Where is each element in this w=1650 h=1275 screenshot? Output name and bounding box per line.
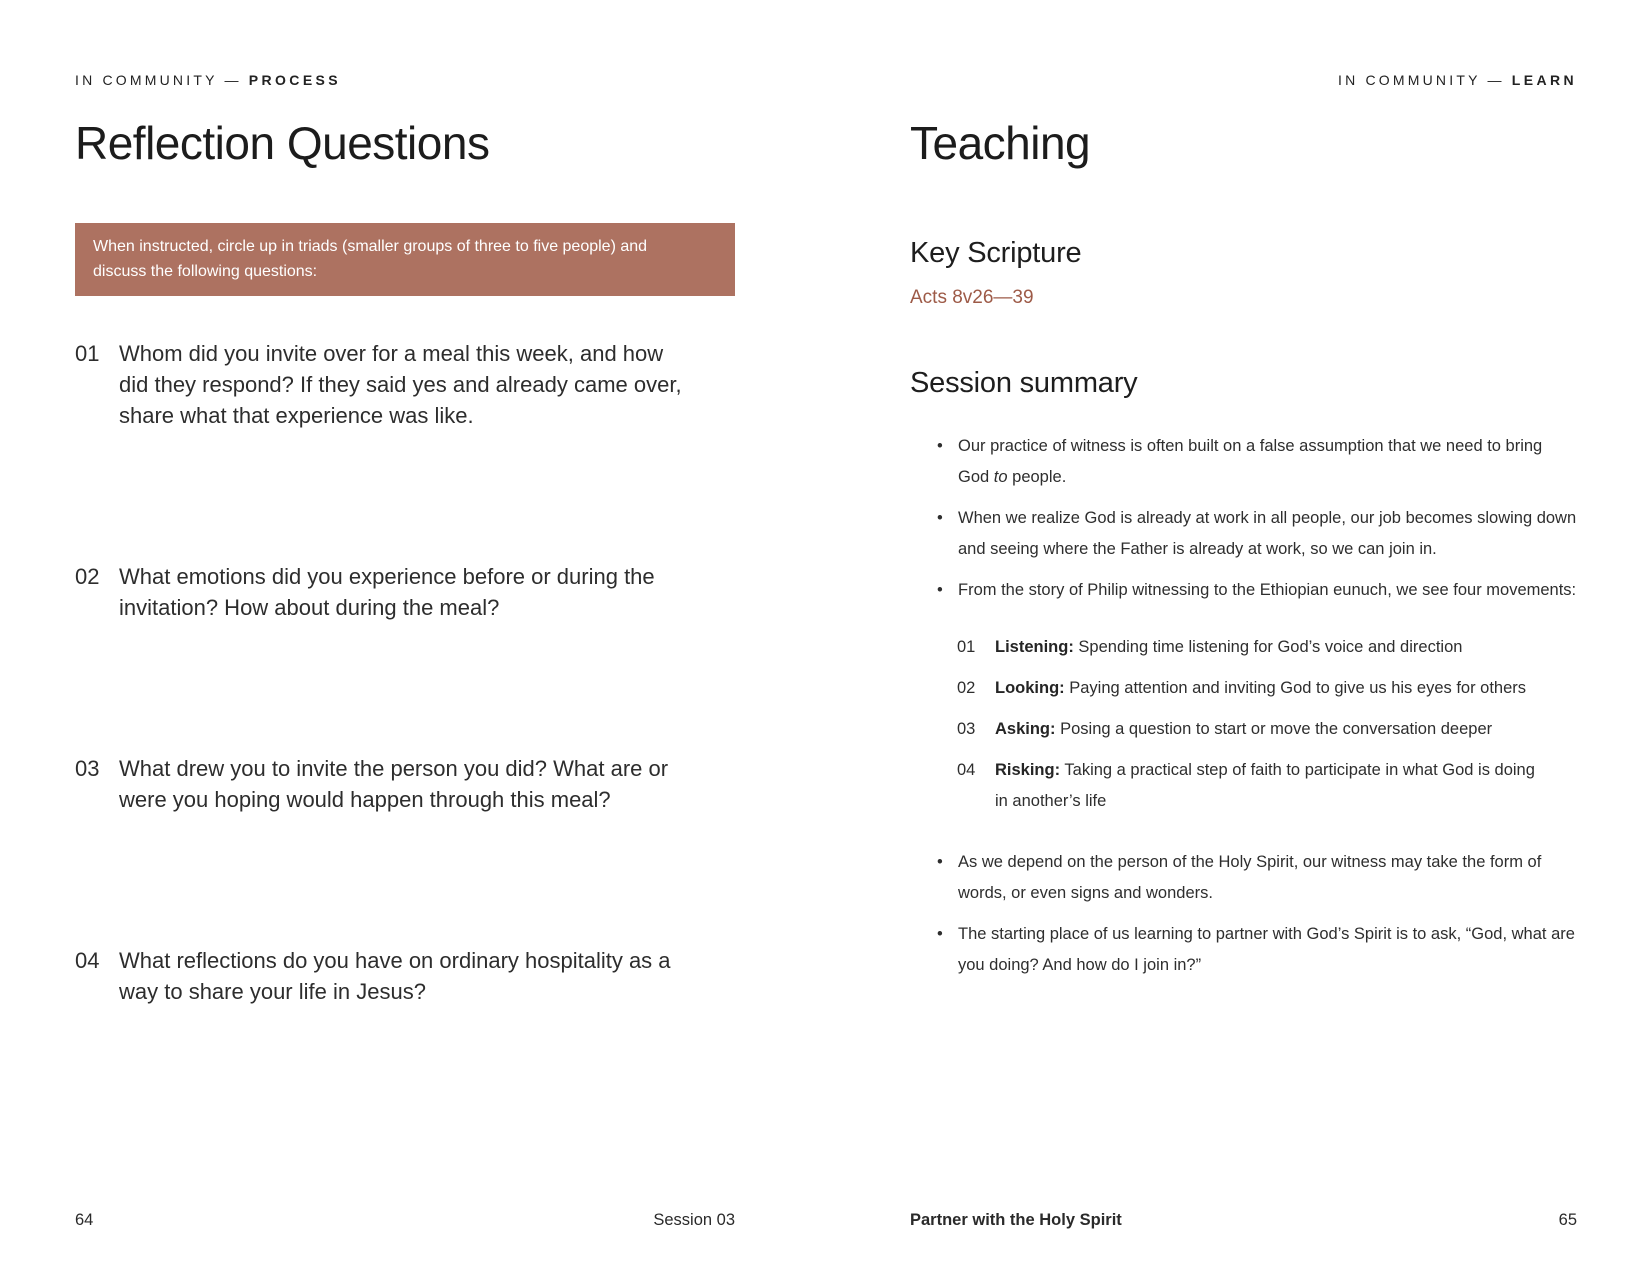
movement-label: Looking:	[995, 679, 1065, 697]
movement-item	[957, 632, 1550, 663]
summary-bullet: • When we realize God is already at work in all people, our job becomes slowing down and seeing where the Father is already at work, so we can join in.	[937, 503, 1577, 565]
summary-bullet: • From the story of Philip witnessing to the Ethiopian eunuch, we see four movements:	[937, 575, 1577, 606]
instruction-callout	[75, 223, 735, 296]
eyebrow-left-section: PROCESS	[248, 72, 342, 88]
question-item	[75, 338, 735, 431]
question-number: 04	[75, 948, 100, 973]
bullet-text-pre: Our practice of witness is often built on a false assumption that we need to bring God	[958, 437, 1543, 486]
instruction-callout-text: When instructed, circle up in triads (smaller groups of three to five people) and discuss the following questions:	[93, 238, 648, 280]
question-text: Whom did you invite over for a meal this week, and how did they respond? If they said yes and already came over, share what that experience was like.	[119, 341, 682, 428]
question-item	[75, 945, 735, 1007]
question-number: 02	[75, 564, 100, 589]
movement-label: Asking:	[995, 720, 1056, 738]
bullet-text-italic: to	[993, 468, 1008, 486]
summary-bullet: • As we depend on the person of the Holy Spirit, our witness may take the form of words, or even signs and wonders.	[937, 847, 1577, 909]
movement-description: Paying attention and inviting God to give us his eyes for others	[1069, 679, 1527, 697]
question-number: 03	[75, 756, 100, 781]
summary-bullet	[937, 431, 1577, 493]
footer-right	[825, 1211, 1650, 1230]
session-label: Session 03	[653, 1211, 735, 1229]
eyebrow-right	[910, 72, 1577, 88]
page-number-right: 65	[1558, 1211, 1577, 1229]
page-title-left: Reflection Questions	[75, 117, 490, 169]
eyebrow-left	[75, 72, 735, 88]
eyebrow-left-prefix: IN COMMUNITY	[75, 72, 218, 88]
question-item	[75, 753, 735, 815]
movement-text	[995, 714, 1492, 745]
movement-number: 02	[957, 679, 976, 697]
summary-bullet: • The starting place of us learning to partner with God’s Spirit is to ask, “God, what are you doing? And how do I join in?”	[937, 919, 1577, 981]
movements-list	[957, 632, 1550, 817]
question-item	[75, 561, 735, 623]
movement-text	[995, 673, 1526, 704]
scripture-reference: Acts 8v26—39	[910, 287, 1034, 308]
movement-item	[957, 714, 1550, 745]
page-title-right: Teaching	[910, 117, 1091, 169]
page-right	[825, 0, 1650, 1275]
movement-number: 01	[957, 638, 976, 656]
question-text: What emotions did you experience before or during the invitation? How about during the meal?	[119, 564, 655, 620]
question-text: What reflections do you have on ordinary hospitality as a way to share your life in Jesus?	[119, 948, 671, 1004]
movement-description: Taking a practical step of faith to participate in what God is doing in another’s life	[995, 761, 1535, 810]
question-list	[75, 338, 735, 1007]
movement-item	[957, 673, 1550, 704]
movement-text	[995, 632, 1462, 663]
movement-label: Listening:	[995, 638, 1074, 656]
eyebrow-left-separator: —	[224, 72, 242, 88]
eyebrow-right-prefix: IN COMMUNITY	[1338, 72, 1481, 88]
movement-item	[957, 755, 1550, 817]
movement-label: Risking:	[995, 761, 1061, 779]
eyebrow-right-separator: —	[1487, 72, 1505, 88]
summary-bullets-after	[937, 847, 1577, 981]
session-summary-heading: Session summary	[910, 367, 1138, 399]
movement-number: 03	[957, 720, 976, 738]
summary-bullets-before	[937, 431, 1577, 606]
movement-number: 04	[957, 761, 976, 779]
movement-description: Posing a question to start or move the conversation deeper	[1060, 720, 1493, 738]
movement-description: Spending time listening for God’s voice and direction	[1078, 638, 1463, 656]
question-text: What drew you to invite the person you did? What are or were you hoping would happen through this meal?	[119, 756, 669, 812]
page-number-left: 64	[75, 1211, 94, 1229]
movement-text	[995, 755, 1550, 817]
question-number: 01	[75, 341, 100, 366]
book-title: Partner with the Holy Spirit	[910, 1211, 1122, 1229]
footer-left	[0, 1211, 825, 1230]
eyebrow-right-section: LEARN	[1511, 72, 1577, 88]
bullet-text-post: people.	[1012, 468, 1067, 486]
key-scripture-heading: Key Scripture	[910, 237, 1082, 269]
